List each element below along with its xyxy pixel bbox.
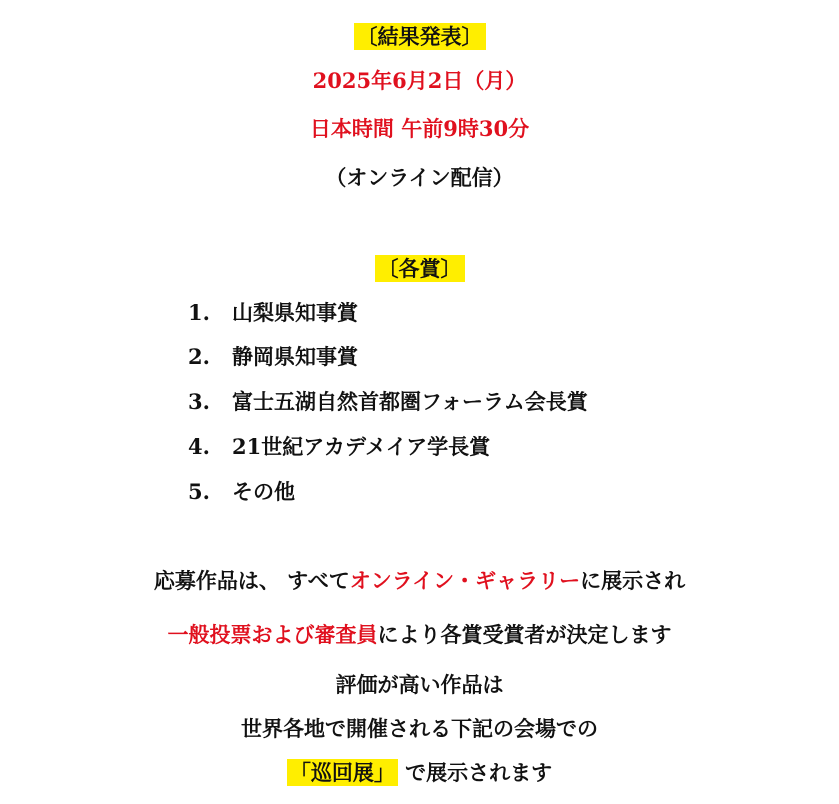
results-heading-line (0, 22, 839, 52)
award-label: その他 (232, 479, 295, 504)
touring-exhibition-text: 「巡回展」 (287, 759, 398, 786)
description-line-2-suffix: により各賞受賞者が決定します (377, 622, 672, 647)
award-item-5 (188, 477, 295, 507)
award-number: 4. (188, 434, 210, 459)
announcement-date: 2025年6月2日（月） (312, 68, 527, 93)
award-item-2 (188, 342, 358, 372)
award-label: 静岡県知事賞 (232, 344, 358, 369)
description-line-5-suffix: で展示されます (397, 760, 553, 785)
voting-and-jury-text: 一般投票および審査員 (167, 622, 378, 647)
description-line-1-suffix: に展示され (580, 568, 686, 593)
award-item-3 (188, 387, 588, 417)
award-number: 1. (188, 300, 210, 325)
results-heading: 〔結果発表〕 (354, 23, 486, 50)
award-label: 21世紀アカデメイア学長賞 (232, 434, 491, 459)
online-gallery-text: オンライン・ギャラリー (349, 568, 581, 593)
description-line-2 (0, 620, 839, 650)
award-label: 山梨県知事賞 (232, 300, 358, 325)
award-number: 2. (188, 344, 210, 369)
awards-heading-line (0, 254, 839, 284)
description-line-5 (0, 758, 839, 788)
awards-heading: 〔各賞〕 (375, 255, 465, 282)
award-number: 5. (188, 479, 210, 504)
award-item-4 (188, 432, 490, 462)
description-line-1-prefix: 応募作品は、 すべて (153, 568, 350, 593)
award-item-1 (188, 298, 358, 328)
announcement-method: （オンライン配信） (325, 165, 514, 190)
description-line-3: 評価が高い作品は (335, 672, 504, 697)
award-number: 3. (188, 389, 210, 414)
announcement-time: 日本時間 午前9時30分 (309, 116, 530, 141)
description-line-1 (0, 566, 839, 596)
award-label: 富士五湖自然首都圏フォーラム会長賞 (232, 389, 588, 414)
description-line-4: 世界各地で開催される下記の会場での (241, 716, 598, 741)
